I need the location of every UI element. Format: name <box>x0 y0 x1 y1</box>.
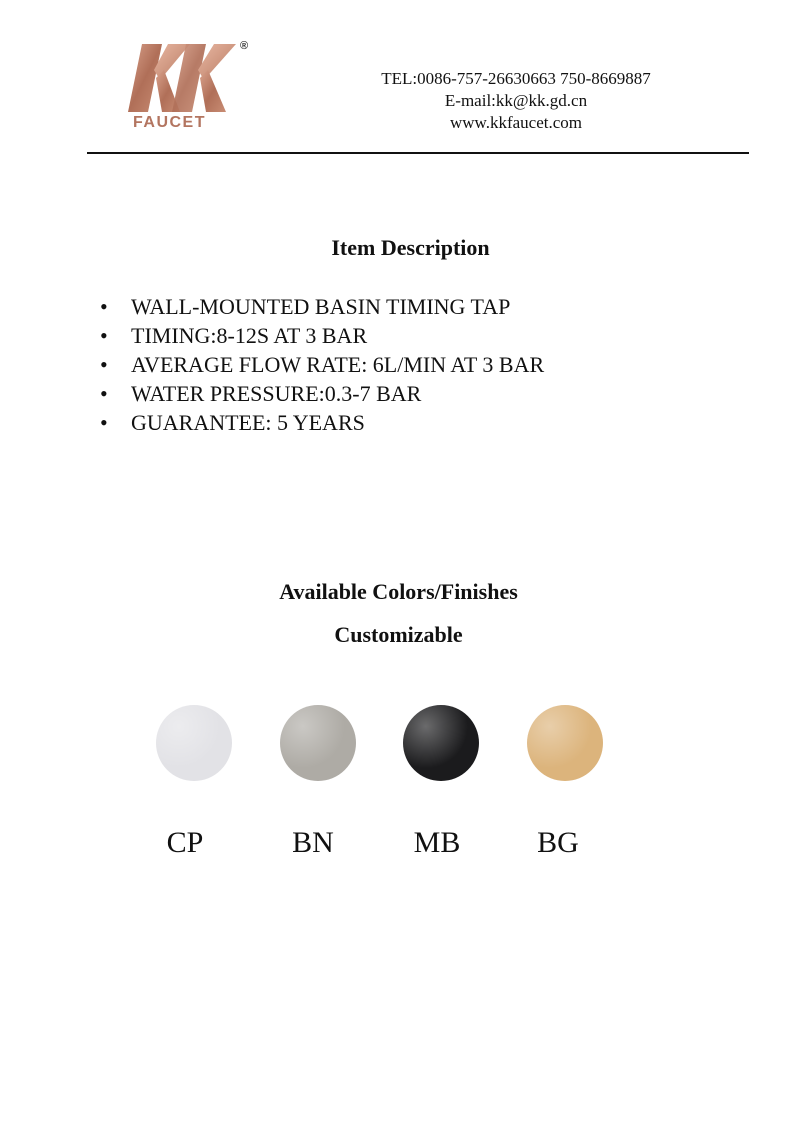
finish-code-mb: MB <box>413 826 461 859</box>
finish-code-cp: CP <box>166 826 204 859</box>
website-url: www.kkfaucet.com <box>449 113 582 132</box>
list-item: • AVERAGE FLOW RATE: 6L/MIN AT 3 BAR <box>100 352 545 377</box>
list-item: • GUARANTEE: 5 YEARS <box>100 410 365 435</box>
item-description-title: Item Description <box>331 235 490 260</box>
bullet-icon: • <box>100 410 108 435</box>
brand-logo <box>128 40 258 132</box>
contact-info <box>340 68 692 134</box>
bullet-icon: • <box>100 381 108 406</box>
finish-code-bg: BG <box>537 826 579 859</box>
list-item: • TIMING:8-12S AT 3 BAR <box>100 323 368 348</box>
bullet-icon: • <box>100 323 108 348</box>
list-item: • WATER PRESSURE:0.3-7 BAR <box>100 381 422 406</box>
finishes-title: Available Colors/Finishes <box>279 579 518 604</box>
email-address: E-mail:kk@kk.gd.cn <box>444 91 588 110</box>
list-item: • WALL-MOUNTED BASIN TIMING TAP <box>100 294 511 319</box>
swatch-bg <box>527 705 603 781</box>
kk-logo-icon <box>128 40 238 116</box>
spec-list <box>100 292 544 437</box>
swatch-cp <box>156 705 232 781</box>
finish-code-bn: BN <box>292 826 334 859</box>
header-divider <box>87 152 749 154</box>
registered-mark: ® <box>240 40 249 52</box>
bullet-icon: • <box>100 352 108 377</box>
phone-numbers: TEL:0086-757-26630663 750-8669887 <box>381 69 651 88</box>
swatch-bn <box>280 705 356 781</box>
bullet-icon: • <box>100 294 108 319</box>
swatch-mb <box>403 705 479 781</box>
brand-name: FAUCET <box>133 114 206 131</box>
finishes-subtitle: Customizable <box>334 622 463 647</box>
